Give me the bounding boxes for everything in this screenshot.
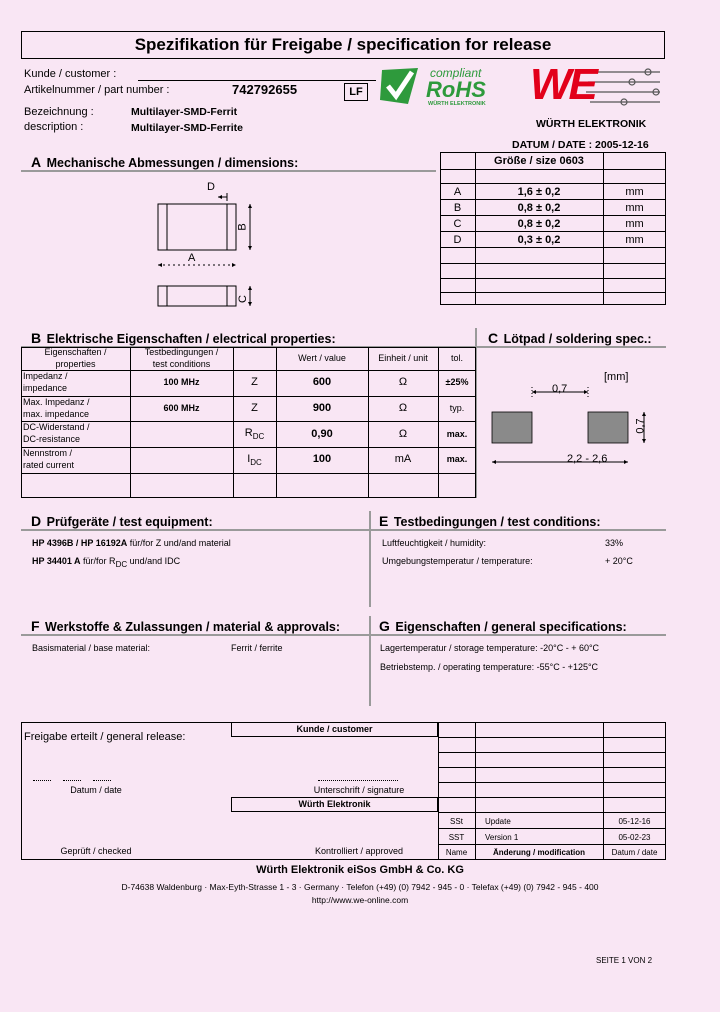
elec-h-test2: test conditions — [152, 359, 211, 369]
sign-dot-1 — [33, 780, 51, 781]
rev-h-date: Datum / date — [611, 848, 658, 857]
customer-header: Kunde / customer — [296, 724, 373, 734]
dim-label-a: A — [188, 252, 196, 264]
footer-url[interactable]: http://www.we-online.com — [311, 895, 409, 905]
section-f-title — [31, 618, 340, 634]
rev-col1 — [475, 722, 476, 860]
customer-label: Kunde / customer : — [24, 68, 117, 80]
release-label: Freigabe erteilt / general release: — [24, 731, 186, 743]
dim-unit: mm — [625, 202, 644, 214]
elec-prop1: Max. Impedanz / — [23, 397, 90, 407]
rev-name: SST — [448, 833, 465, 842]
elec-h-prop1: Eigenschaften / — [44, 347, 107, 357]
rohs-text: RoHS — [426, 77, 486, 102]
dim-table-row7 — [440, 292, 666, 293]
rev-change: Version 1 — [485, 833, 519, 842]
section-c-title — [488, 330, 652, 346]
dim-letter: A — [453, 186, 462, 198]
elec-tol: max. — [446, 454, 468, 464]
sign-dot-3 — [93, 780, 111, 781]
elec-symbol-sub: DC — [250, 458, 262, 468]
section-f-text: Werkstoffe & Zulassungen / material & approvals: — [45, 620, 341, 634]
dim-table-row4 — [440, 247, 666, 248]
elec-prop2: max. impedance — [23, 409, 90, 419]
dim-table-row2 — [440, 215, 666, 216]
dim-letter: C — [453, 218, 462, 230]
elec-prop2: impedance — [23, 383, 68, 393]
we-logo — [528, 60, 666, 114]
elec-symbol-sub: DC — [252, 432, 265, 442]
section-c-text: Lötpad / soldering spec.: — [503, 332, 652, 346]
release-sign-label: Unterschrift / signature — [313, 785, 405, 795]
sign-dot-4 — [318, 780, 398, 781]
rev-row1 — [438, 737, 666, 738]
section-a-text: Mechanische Abmessungen / dimensions: — [46, 156, 299, 170]
elec-unit: Ω — [398, 428, 408, 440]
rev-change: Update — [485, 817, 511, 826]
bez-value: Multilayer-SMD-Ferrit — [131, 106, 238, 118]
equipment-line-2 — [32, 556, 180, 569]
lf-label: LF — [349, 86, 363, 98]
desc-value: Multilayer-SMD-Ferrite — [131, 122, 244, 134]
elec-row0 — [21, 370, 476, 371]
dim-table-row6 — [440, 278, 666, 279]
dimension-drawing — [150, 185, 270, 315]
we-logo-text: WE — [530, 60, 595, 109]
elec-value: 900 — [312, 402, 332, 414]
elec-unit: mA — [394, 453, 412, 465]
rev-row3 — [438, 767, 666, 768]
section-d-text: Prüfgeräte / test equipment: — [46, 515, 213, 529]
dim-table-row5 — [440, 263, 666, 264]
part-label: Artikelnummer / part number : — [24, 84, 170, 96]
elec-test: 100 MHz — [163, 377, 200, 387]
elec-h-prop2: properties — [55, 359, 96, 369]
section-g-text: Eigenschaften / general specifications: — [395, 620, 627, 634]
section-e-title — [379, 513, 601, 529]
section-g-rule — [370, 634, 666, 636]
equipment-2-model: HP 34401 A — [32, 556, 81, 566]
pad-dim-2: 0,7 — [634, 418, 647, 434]
elec-prop2: rated current — [23, 460, 75, 470]
elec-prop2: DC-resistance — [23, 434, 81, 444]
equipment-1-model: HP 4396B / HP 16192A — [32, 538, 128, 548]
section-g-title — [379, 618, 627, 634]
dim-table-row1 — [440, 199, 666, 200]
rev-name: SSt — [450, 817, 463, 826]
section-b-letter: B — [31, 330, 42, 346]
pad-unit: [mm] — [604, 371, 629, 383]
section-fg-divider — [369, 616, 371, 706]
equipment-2-desc2: und/and IDC — [127, 556, 181, 566]
rev-date: 05-02-23 — [618, 833, 651, 842]
size-header: Größe / size 0603 — [494, 155, 584, 167]
elec-unit: Ω — [398, 402, 408, 414]
base-material-value: Ferrit / ferrite — [231, 643, 283, 653]
equipment-line-1 — [32, 538, 231, 548]
rev-row6 — [438, 812, 666, 813]
date: DATUM / DATE : 2005-12-16 — [512, 139, 649, 151]
section-e-text: Testbedingungen / test conditions: — [393, 515, 601, 529]
rev-row4 — [438, 782, 666, 783]
dim-label-b: B — [236, 223, 249, 231]
rev-h-change: Änderung / modification — [493, 848, 585, 857]
section-a-letter: A — [31, 154, 42, 170]
rohs-sub: WÜRTH ELEKTRONIK — [428, 101, 486, 107]
dim-value: 0,8 ± 0,2 — [517, 218, 561, 230]
dim-label-c: C — [236, 295, 249, 303]
elec-symbol-main: R — [244, 427, 253, 439]
elec-prop1: DC-Widerstand / — [23, 422, 90, 432]
section-a-title — [31, 154, 298, 170]
release-date-label: Datum / date — [70, 785, 122, 795]
desc-label: description : — [24, 121, 84, 133]
page-title: Spezifikation für Freigabe / specification for release — [134, 35, 552, 54]
part-number: 742792655 — [232, 82, 298, 97]
section-c-letter: C — [488, 330, 499, 346]
dim-unit: mm — [625, 186, 644, 198]
dim-unit: mm — [625, 234, 644, 246]
rohs-check-icon — [378, 66, 422, 106]
dim-value: 0,3 ± 0,2 — [517, 234, 561, 246]
rev-row5 — [438, 797, 666, 798]
section-e-letter: E — [379, 513, 389, 529]
elec-unit: Ω — [398, 376, 408, 388]
equipment-1-desc: für/for Z und/and material — [127, 538, 231, 548]
wurth-header: Würth Elektronik — [298, 799, 371, 809]
elec-tol: ±25% — [445, 377, 469, 387]
elec-h-unit: Einheit / unit — [378, 353, 428, 363]
dim-letter: B — [453, 202, 462, 214]
pad-dim-3: 2,2 - 2,6 — [567, 453, 608, 465]
pad-dim-1: 0,7 — [552, 383, 568, 395]
approved-label: Kontrolliert / approved — [314, 846, 404, 856]
customer-line — [138, 80, 376, 81]
storage-temp: Lagertemperatur / storage temperature: -20°C - + 60°C — [380, 643, 600, 653]
rev-row2 — [438, 752, 666, 753]
section-a-rule — [21, 170, 436, 172]
page-number: SEITE 1 VON 2 — [596, 956, 653, 965]
equipment-2-sub: DC — [115, 559, 128, 569]
elec-symbol-main: I — [247, 453, 251, 465]
dim-letter: D — [453, 234, 462, 246]
equipment-2-desc: für/for R — [80, 556, 116, 566]
section-de-divider — [369, 511, 371, 607]
elec-row4 — [21, 473, 476, 474]
section-f-letter: F — [31, 618, 40, 634]
elec-value: 600 — [312, 376, 332, 388]
dim-table-row0 — [440, 169, 666, 170]
elec-value: 0,90 — [311, 428, 333, 440]
dim-value: 0,8 ± 0,2 — [517, 202, 561, 214]
checked-label: Geprüft / checked — [60, 846, 132, 856]
section-d-rule — [21, 529, 370, 531]
footer-company: Würth Elektronik eiSos GmbH & Co. KG — [256, 864, 464, 876]
test-cond-temp: Umgebungstemperatur / temperature: — [382, 556, 533, 566]
dim-table-row3 — [440, 231, 666, 232]
footer-address: D-74638 Waldenburg · Max-Eyth-Strasse 1 - 3 · Germany · Telefon (+49) (0) 7942 - 945 - 0 · Telefax (+49) (0) 7942 - 945 - 400 — [121, 882, 599, 892]
section-f-rule — [21, 634, 370, 636]
base-material-label: Basismaterial / base material: — [32, 643, 151, 653]
brand-name: WÜRTH ELEKTRONIK — [536, 118, 647, 130]
dim-table-row0b — [440, 183, 666, 184]
test-cond-humidity: Luftfeuchtigkeit / humidity: — [382, 538, 487, 548]
rev-row8 — [438, 844, 666, 845]
elec-h-value: Wert / value — [298, 353, 346, 363]
elec-tol: typ. — [449, 403, 465, 413]
rev-date: 05-12-16 — [618, 817, 651, 826]
elec-h-test1: Testbedingungen / — [144, 347, 219, 357]
bez-label: Bezeichnung : — [24, 106, 94, 118]
section-b-title — [31, 330, 336, 346]
rev-row7 — [438, 828, 666, 829]
elec-test: 600 MHz — [163, 403, 200, 413]
elec-symbol — [233, 427, 276, 441]
operating-temp: Betriebstemp. / operating temperature: -55°C - +125°C — [380, 662, 599, 672]
rev-h-name: Name — [445, 848, 468, 857]
elec-prop1: Impedanz / — [23, 371, 68, 381]
elec-symbol: Z — [251, 402, 258, 414]
test-cond-temp-value: + 20°C — [605, 556, 633, 566]
section-c-rule — [476, 346, 666, 348]
sign-dot-2 — [63, 780, 81, 781]
rohs-logo — [378, 66, 510, 108]
elec-symbol: Z — [251, 376, 258, 388]
dim-value: 1,6 ± 0,2 — [517, 186, 561, 198]
rohs-compliant: compliant — [430, 66, 482, 80]
section-b-text: Elektrische Eigenschaften / electrical properties: — [46, 332, 336, 346]
elec-tol: max. — [446, 429, 468, 439]
section-d-letter: D — [31, 513, 42, 529]
dim-label-d: D — [207, 181, 215, 193]
test-cond-humidity-value: 33% — [605, 538, 624, 548]
elec-prop1: Nennstrom / — [23, 448, 73, 458]
elec-row3 — [21, 447, 476, 448]
elec-h-tol: tol. — [450, 353, 463, 363]
section-e-rule — [370, 529, 666, 531]
section-d-title — [31, 513, 213, 529]
elec-symbol — [233, 453, 276, 467]
dim-unit: mm — [625, 218, 644, 230]
elec-value: 100 — [312, 453, 332, 465]
section-g-letter: G — [379, 618, 390, 634]
